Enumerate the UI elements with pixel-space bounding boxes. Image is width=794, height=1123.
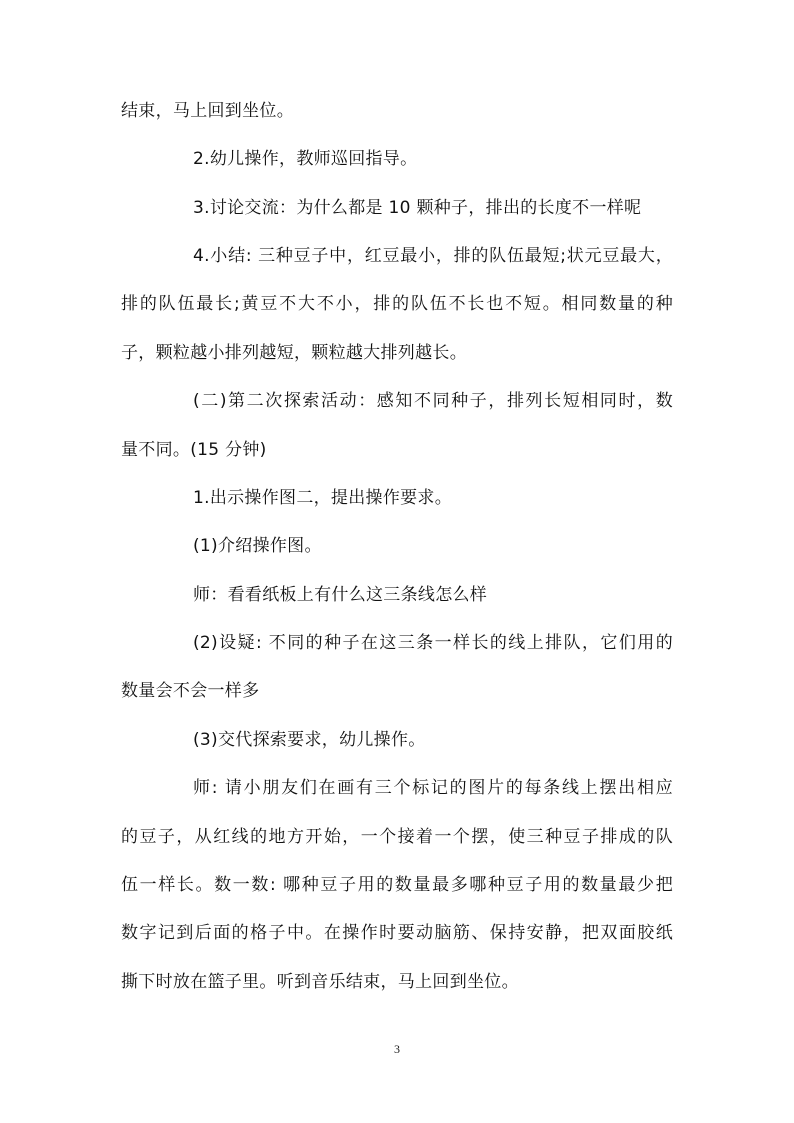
paragraph-line: (1)介绍操作图。	[193, 536, 322, 556]
paragraph-line: (2)设疑: 不同的种子在这三条一样长的线上排队，它们用的	[193, 633, 673, 653]
paragraph-line: 4.小结: 三种豆子中，红豆最小，排的队伍最短;状元豆最大，	[193, 246, 673, 266]
paragraph-line: 子，颗粒越小排列越短，颗粒越大排列越长。	[121, 343, 467, 363]
paragraph-line: 结束，马上回到坐位。	[121, 101, 294, 121]
page-number: 3	[394, 1042, 400, 1056]
paragraph-line: 量不同。(15 分钟)	[121, 440, 267, 460]
paragraph-line: 排的队伍最长;黄豆不大不小，排的队伍不长也不短。相同数量的种	[121, 294, 673, 314]
paragraph-line: 师: 请小朋友们在画有三个标记的图片的每条线上摆出相应	[193, 778, 673, 798]
paragraph-line: 2.幼儿操作，教师巡回指导。	[193, 149, 418, 169]
paragraph-line: 的豆子，从红线的地方开始，一个接着一个摆，使三种豆子排成的队	[121, 827, 673, 847]
paragraph-line: 1.出示操作图二，提出操作要求。	[193, 488, 453, 508]
paragraph-line: 伍一样长。数一数: 哪种豆子用的数量最多哪种豆子用的数量最少把	[121, 875, 673, 895]
paragraph-line: 撕下时放在篮子里。听到音乐结束，马上回到坐位。	[121, 972, 519, 992]
paragraph-line: 3.讨论交流：为什么都是 10 颗种子，排出的长度不一样呢	[193, 198, 642, 218]
paragraph-line: (3)交代探索要求，幼儿操作。	[193, 730, 426, 750]
paragraph-line: 数字记到后面的格子中。在操作时要动脑筋、保持安静，把双面胶纸	[121, 923, 673, 943]
paragraph-line: 师：看看纸板上有什么这三条线怎么样	[193, 585, 488, 605]
paragraph-line: (二)第二次探索活动：感知不同种子，排列长短相同时，数	[193, 391, 673, 411]
paragraph-line: 数量会不会一样多	[121, 681, 260, 701]
